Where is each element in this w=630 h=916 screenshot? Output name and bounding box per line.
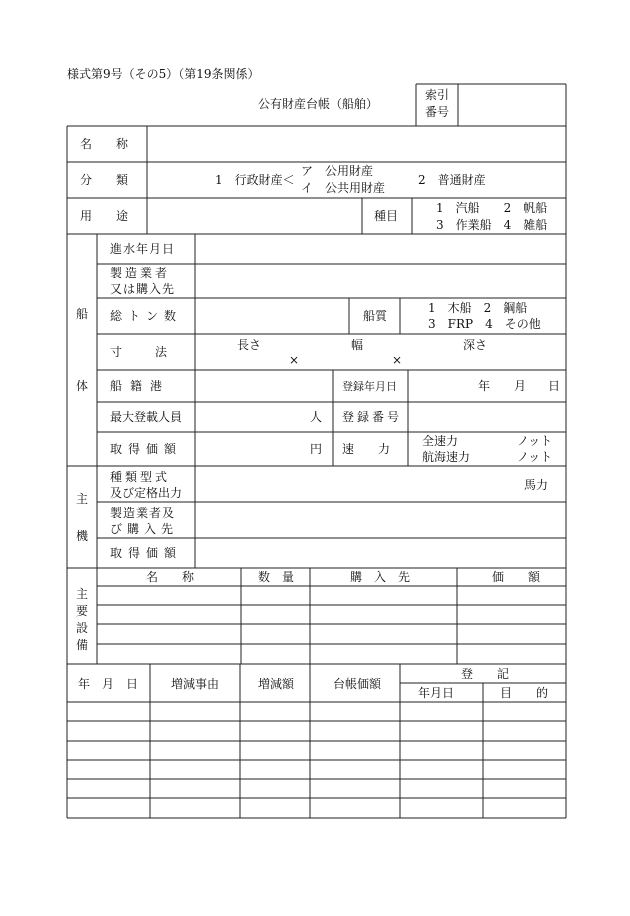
tonnage-label: 総トン数	[110, 309, 183, 323]
history-date-header: 年 月 日	[78, 677, 139, 691]
kind-options: 1 汽船 2 帆船	[436, 201, 548, 215]
equipment-vendor-header: 購 入 先	[350, 570, 411, 584]
engine-type-label: 種類型式	[110, 470, 171, 484]
dimension-x: ×	[289, 353, 300, 367]
class-label: 分 類	[80, 173, 129, 187]
reg-date-year: 年	[478, 379, 491, 393]
history-amount-header: 増減額	[258, 677, 295, 691]
equipment-label: 主	[76, 587, 89, 601]
reg-date-label: 登録年月日	[342, 380, 397, 393]
index-label: 索引	[425, 88, 450, 102]
history-registry-purpose-header: 目 的	[500, 686, 549, 700]
engine-label: 機	[76, 529, 89, 543]
history-registry-date-header: 年月日	[418, 686, 455, 700]
history-reason-header: 増減事由	[171, 677, 220, 691]
material-options: 1 木船 2 鋼船	[428, 301, 528, 315]
yen-unit: 円	[310, 442, 323, 456]
reg-date-month: 月	[514, 379, 527, 393]
dimension-width: 幅	[351, 338, 364, 352]
equipment-price-header: 価 額	[492, 570, 541, 584]
knot-unit: ノット	[517, 434, 553, 448]
engine-type-label: 及び定格出力	[110, 486, 183, 500]
builder-label: 製造業者	[110, 266, 171, 280]
equipment-label: 設	[76, 621, 89, 635]
speed-label: 速 力	[342, 442, 391, 456]
launch-date-label: 進水年月日	[110, 242, 176, 256]
name-label: 名 称	[80, 137, 129, 151]
reg-date-day: 日	[548, 379, 561, 393]
dimensions-label: 寸 法	[110, 345, 171, 359]
history-book-value-header: 台帳価額	[333, 677, 382, 691]
engine-builder-label: び購入先	[110, 522, 179, 536]
form-title: 公有財産台帳（船舶）	[258, 97, 379, 111]
equipment-qty-header: 数 量	[258, 570, 295, 584]
engine-builder-label: 製造業者及	[110, 506, 176, 520]
kind-label: 種目	[374, 209, 399, 223]
dimension-depth: 深さ	[463, 338, 488, 352]
hp-unit: 馬力	[524, 478, 549, 492]
history-registry-header: 登 記	[461, 667, 510, 681]
acq-price-label: 取得価額	[110, 442, 183, 456]
persons-unit: 人	[310, 410, 323, 424]
reg-number-label: 登録番号	[342, 410, 403, 424]
port-label: 船籍港	[110, 379, 171, 393]
class-option-1: 1 行政財産＜	[215, 173, 295, 187]
material-label: 船質	[363, 309, 388, 323]
dimension-length: 長さ	[237, 338, 262, 352]
equipment-name-header: 名 称	[146, 570, 195, 584]
equipment-label: 備	[76, 638, 89, 652]
hull-label: 船	[76, 307, 89, 321]
use-label: 用 途	[80, 209, 129, 223]
engine-label: 主	[76, 492, 89, 506]
builder-label: 又は購入先	[110, 282, 176, 296]
class-option-2: 2 普通財産	[418, 173, 486, 187]
equipment-label: 要	[76, 604, 89, 618]
form-id: 様式第9号（その5）（第19条関係）	[67, 67, 260, 81]
material-options: 3 FRP 4 その他	[428, 317, 541, 331]
hull-label: 体	[76, 379, 89, 393]
class-option-i: イ 公共用財産	[301, 181, 386, 195]
engine-price-label: 取得価額	[110, 546, 183, 560]
dimension-x: ×	[392, 353, 403, 367]
full-speed-label: 全速力	[422, 434, 459, 448]
index-label: 番号	[425, 105, 450, 119]
class-option-a: ア 公用財産	[301, 164, 374, 178]
max-persons-label: 最大登載人員	[110, 410, 183, 424]
knot-unit: ノット	[517, 450, 553, 464]
kind-options: 3 作業船 4 雑船	[436, 218, 548, 232]
cruise-speed-label: 航海速力	[422, 450, 471, 464]
